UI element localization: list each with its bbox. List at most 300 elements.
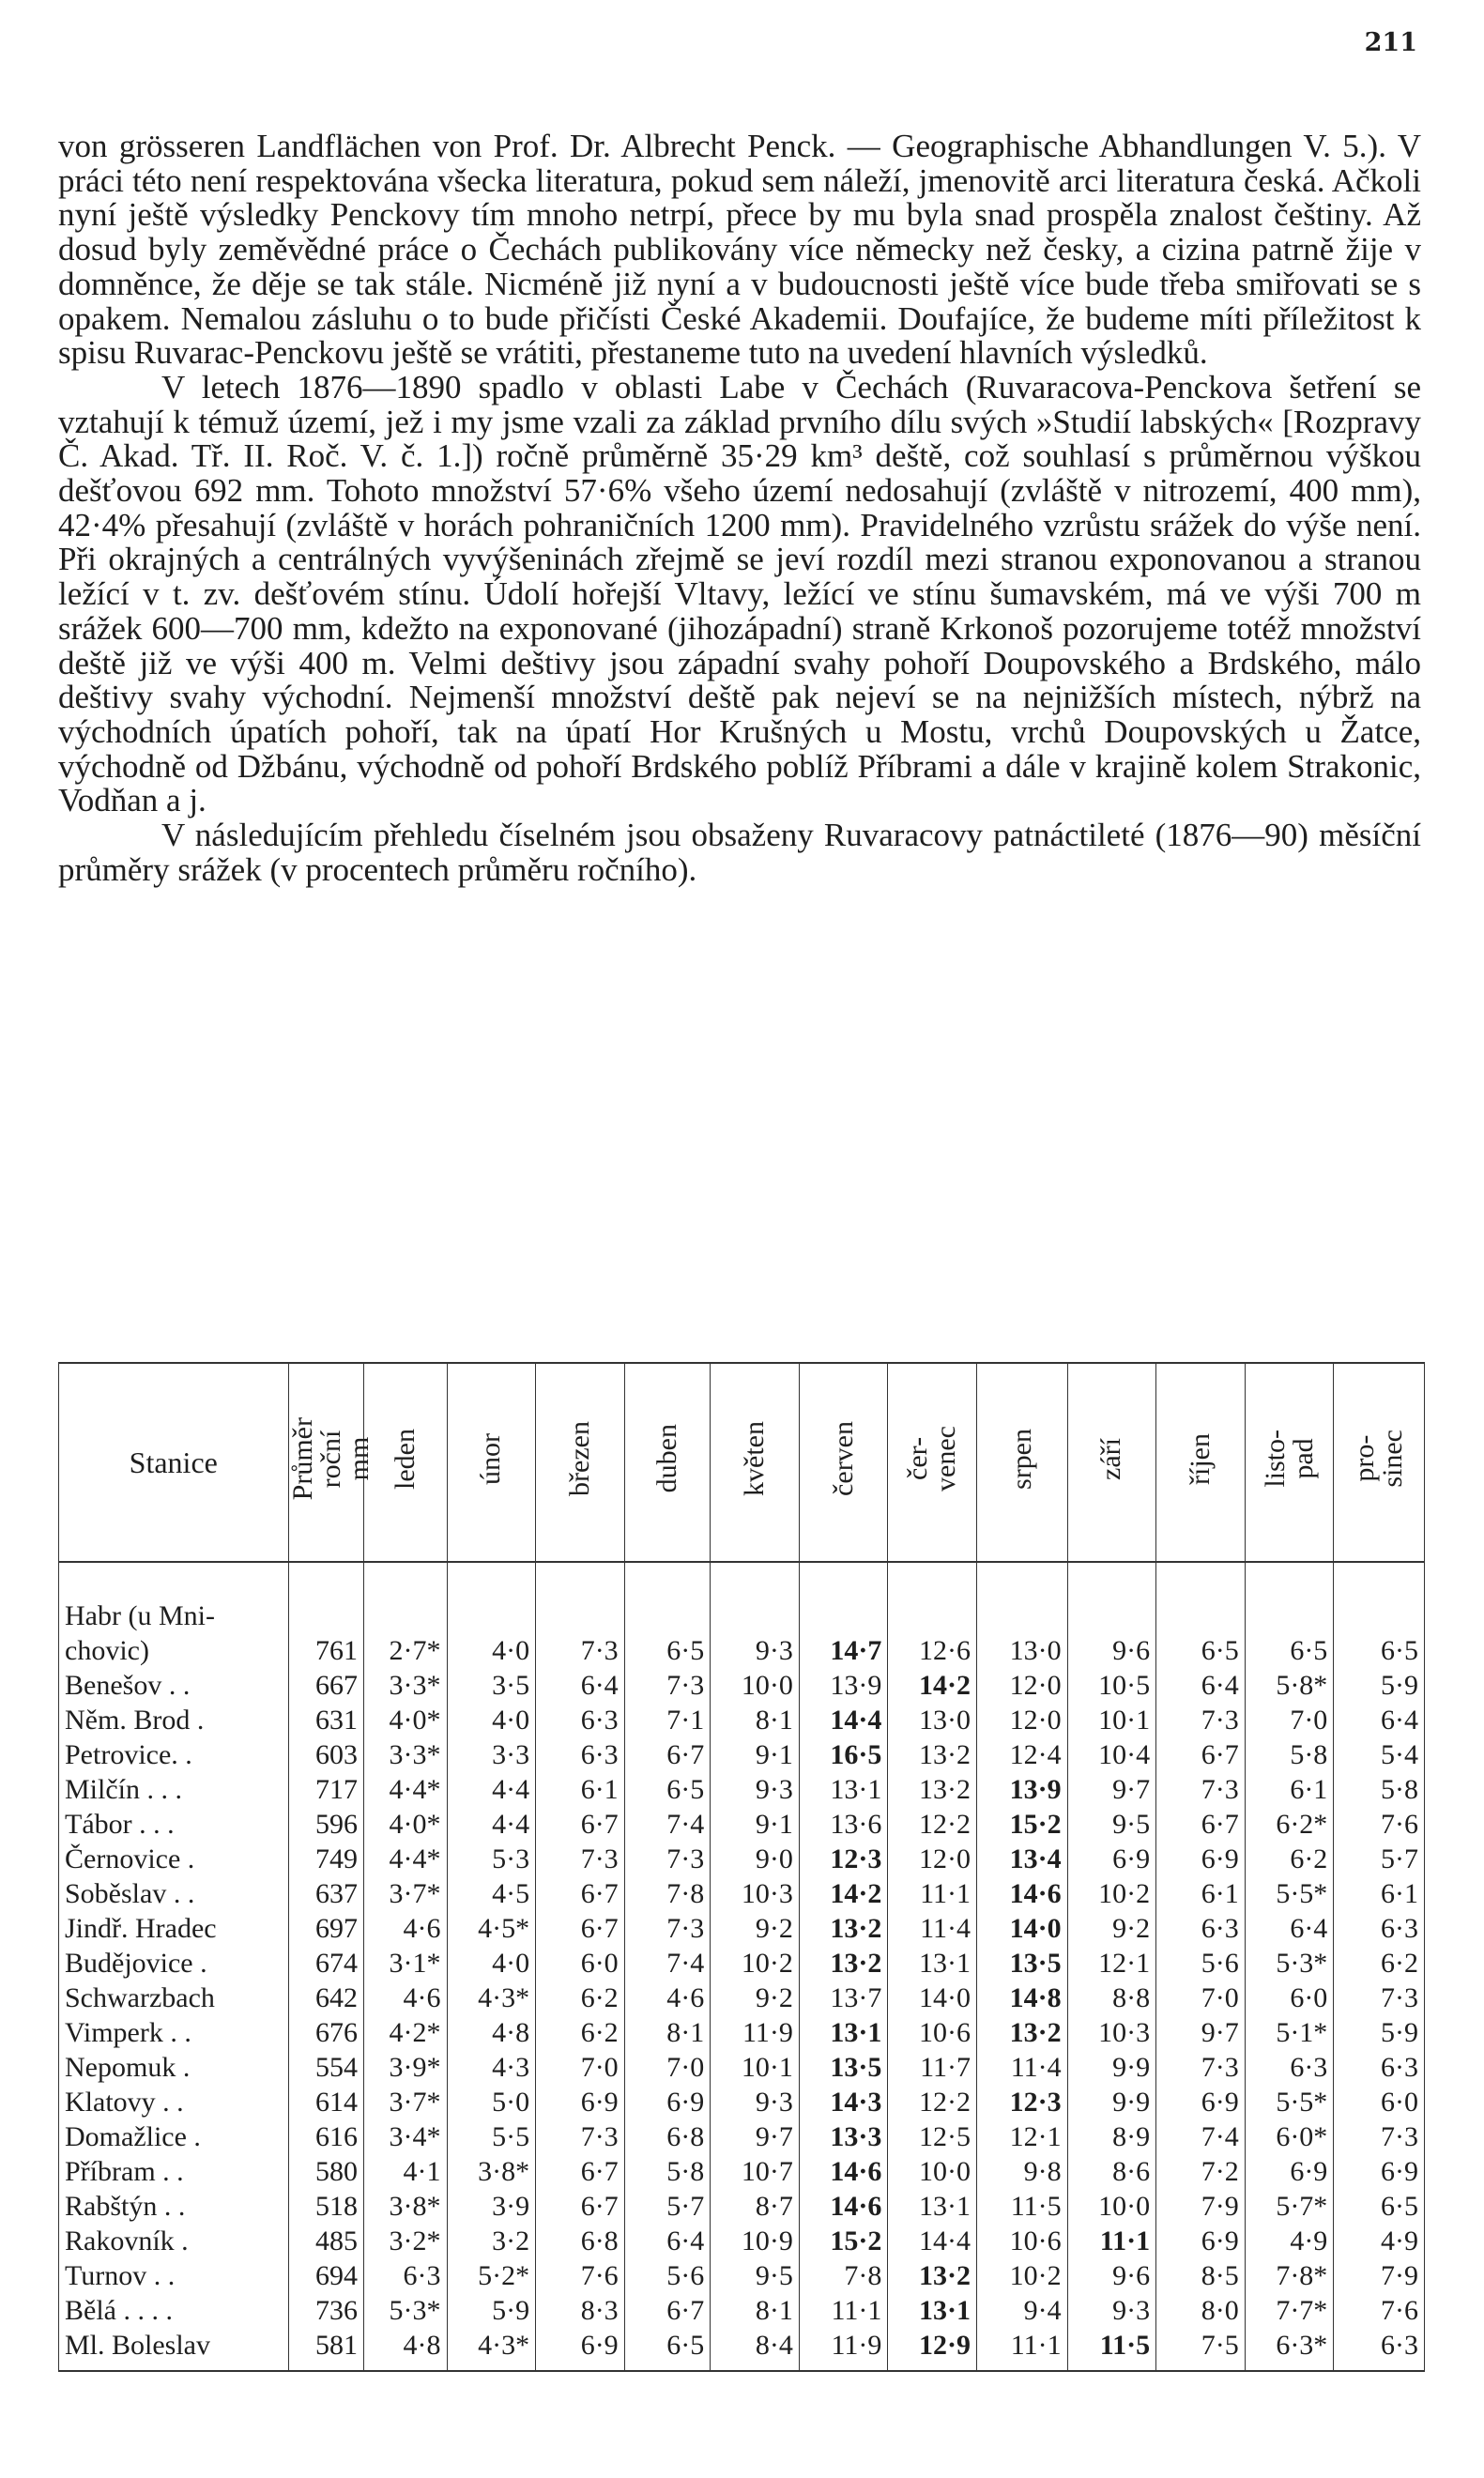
monthly-value: 6·7	[624, 1737, 711, 1772]
monthly-value: 12·1	[1067, 1946, 1156, 1981]
monthly-value: 6·7	[536, 2189, 625, 2224]
monthly-value: 11·9	[799, 2328, 888, 2371]
monthly-value: 4·5*	[447, 1911, 536, 1946]
annual-average: 736	[288, 2293, 363, 2328]
monthly-value: 9·1	[711, 1807, 800, 1842]
table-row	[59, 1772, 1425, 1807]
monthly-value: 14·4	[888, 2224, 977, 2258]
annual-average: 580	[288, 2154, 363, 2189]
monthly-value: 5·7	[624, 2189, 711, 2224]
monthly-value: 10·1	[711, 2050, 800, 2085]
monthly-value: 4·1	[363, 2154, 447, 2189]
monthly-value: 4·0	[447, 1598, 536, 1668]
station-name: Jindř. Hradec	[59, 1911, 289, 1946]
monthly-value: 6·3	[536, 1703, 625, 1737]
monthly-value: 3·2*	[363, 2224, 447, 2258]
monthly-value: 3·7*	[363, 2085, 447, 2119]
monthly-value: 11·1	[1067, 2224, 1156, 2258]
monthly-value: 12·4	[976, 1737, 1067, 1772]
annual-average: 717	[288, 1772, 363, 1807]
monthly-value: 5·7	[1334, 1842, 1425, 1876]
monthly-value: 6·2	[1245, 1842, 1334, 1876]
monthly-value: 5·5	[447, 2119, 536, 2154]
monthly-value: 7·3	[624, 1911, 711, 1946]
monthly-value: 14·3	[799, 2085, 888, 2119]
page-number: 211	[1364, 28, 1417, 57]
monthly-value: 6·4	[1334, 1703, 1425, 1737]
monthly-value: 6·7	[536, 2154, 625, 2189]
station-name: Ml. Boleslav	[59, 2328, 289, 2371]
column-header-station: Stanice	[59, 1363, 289, 1562]
monthly-value: 14·6	[799, 2189, 888, 2224]
monthly-value: 4·4	[447, 1772, 536, 1807]
monthly-value: 13·1	[799, 2015, 888, 2050]
station-name: Bělá . . . .	[59, 2293, 289, 2328]
monthly-value: 10·2	[711, 1946, 800, 1981]
monthly-value: 6·9	[624, 2085, 711, 2119]
monthly-value: 7·8*	[1245, 2258, 1334, 2293]
monthly-value: 11·9	[711, 2015, 800, 2050]
monthly-value: 6·9	[1245, 2154, 1334, 2189]
station-name: Benešov . .	[59, 1668, 289, 1703]
station-name: Tábor . . .	[59, 1807, 289, 1842]
monthly-value: 5·7*	[1245, 2189, 1334, 2224]
annual-average: 581	[288, 2328, 363, 2371]
monthly-value: 14·6	[976, 1876, 1067, 1911]
monthly-value: 13·6	[799, 1807, 888, 1842]
monthly-value: 12·9	[888, 2328, 977, 2371]
monthly-value: 6·2*	[1245, 1807, 1334, 1842]
column-header-month: listo- pad	[1245, 1363, 1334, 1562]
monthly-value: 13·2	[976, 2015, 1067, 2050]
monthly-value: 10·0	[888, 2154, 977, 2189]
column-header-month: únor	[447, 1363, 536, 1562]
annual-average: 674	[288, 1946, 363, 1981]
monthly-value: 6·9	[536, 2328, 625, 2371]
monthly-value: 4·3*	[447, 1981, 536, 2015]
monthly-value: 6·5	[1334, 1598, 1425, 1668]
monthly-value: 6·4	[624, 2224, 711, 2258]
annual-average: 554	[288, 2050, 363, 2085]
monthly-value: 15·2	[799, 2224, 888, 2258]
monthly-value: 6·1	[1334, 1876, 1425, 1911]
monthly-value: 3·3*	[363, 1668, 447, 1703]
paragraph: von grösseren Landflächen von Prof. Dr. Albrecht Penck. — Geographische Abhandlungen V. 5.). V práci této není respektována všecka literatura, pokud sem náleží, jmenovitě arci literatura česká. Ačkoli nyní ještě výsledky Penckovy tím mnoho netrpí, přece by mu byla snad prospěla znalost češtiny. Až dosud byly zeměvědné práce o Čechách publikovány více německy než česky, a cizina patrně žije v domněnce, že děje se tak stále. Nicméně již nyní a v budoucnosti ještě více bude třeba smiřovati se s opakem. Nemalou zásluhu o to bude přičísti České Akademii. Doufajíce, že budeme míti příležitost k spisu Ruvarac-Penckovu ještě se vrátiti, přestaneme tuto na uvedení hlavních výsledků.	[58, 128, 1421, 372]
monthly-value: 4·4*	[363, 1842, 447, 1876]
monthly-value: 9·5	[1067, 1807, 1156, 1842]
table-row	[59, 1876, 1425, 1911]
monthly-value: 6·2	[536, 1981, 625, 2015]
column-header-month: březen	[536, 1363, 625, 1562]
table-row	[59, 2154, 1425, 2189]
monthly-value: 12·3	[976, 2085, 1067, 2119]
monthly-value: 5·6	[1156, 1946, 1246, 1981]
monthly-value: 7·3	[1156, 1703, 1246, 1737]
monthly-value: 6·7	[536, 1911, 625, 1946]
annual-average: 694	[288, 2258, 363, 2293]
station-name: Habr (u Mni- chovic)	[59, 1598, 289, 1668]
column-header-month: leden	[363, 1363, 447, 1562]
monthly-value: 9·3	[711, 2085, 800, 2119]
monthly-value: 6·0	[1334, 2085, 1425, 2119]
monthly-value: 5·9	[1334, 2015, 1425, 2050]
column-header-month: září	[1067, 1363, 1156, 1562]
annual-average: 631	[288, 1703, 363, 1737]
monthly-value: 9·9	[1067, 2085, 1156, 2119]
annual-average: 749	[288, 1842, 363, 1876]
annual-average: 518	[288, 2189, 363, 2224]
monthly-value: 14·2	[888, 1668, 977, 1703]
monthly-value: 7·9	[1334, 2258, 1425, 2293]
monthly-value: 13·7	[799, 1981, 888, 2015]
monthly-value: 13·5	[976, 1946, 1067, 1981]
monthly-value: 12·2	[888, 2085, 977, 2119]
station-name: Turnov . .	[59, 2258, 289, 2293]
monthly-value: 13·1	[888, 2189, 977, 2224]
monthly-value: 13·2	[799, 1946, 888, 1981]
monthly-value: 8·1	[624, 2015, 711, 2050]
monthly-value: 6·3	[1245, 2050, 1334, 2085]
monthly-value: 6·0	[1245, 1981, 1334, 2015]
annual-average: 642	[288, 1981, 363, 2015]
station-name: Vimperk . .	[59, 2015, 289, 2050]
monthly-value: 3·7*	[363, 1876, 447, 1911]
monthly-value: 11·5	[1067, 2328, 1156, 2371]
monthly-value: 11·4	[976, 2050, 1067, 2085]
monthly-value: 12·0	[976, 1703, 1067, 1737]
monthly-value: 9·2	[711, 1981, 800, 2015]
monthly-value: 6·3	[1334, 2328, 1425, 2371]
monthly-value: 13·5	[799, 2050, 888, 2085]
annual-average: 616	[288, 2119, 363, 2154]
monthly-value: 5·8*	[1245, 1668, 1334, 1703]
monthly-value: 5·8	[624, 2154, 711, 2189]
monthly-value: 6·0*	[1245, 2119, 1334, 2154]
monthly-value: 7·1	[624, 1703, 711, 1737]
monthly-value: 5·1*	[1245, 2015, 1334, 2050]
column-header-average: Průměr roční mm	[288, 1363, 363, 1562]
monthly-value: 9·9	[1067, 2050, 1156, 2085]
monthly-value: 5·9	[1334, 1668, 1425, 1703]
monthly-value: 6·3	[536, 1737, 625, 1772]
monthly-value: 12·2	[888, 1807, 977, 1842]
monthly-value: 12·6	[888, 1598, 977, 1668]
monthly-value: 3·3*	[363, 1737, 447, 1772]
monthly-value: 9·5	[711, 2258, 800, 2293]
monthly-value: 8·1	[711, 1703, 800, 1737]
monthly-value: 4·4*	[363, 1772, 447, 1807]
annual-average: 637	[288, 1876, 363, 1911]
monthly-value: 7·6	[536, 2258, 625, 2293]
monthly-value: 9·8	[976, 2154, 1067, 2189]
monthly-value: 4·2*	[363, 2015, 447, 2050]
monthly-value: 6·7	[1156, 1807, 1246, 1842]
station-name: Příbram . .	[59, 2154, 289, 2189]
monthly-value: 7·3	[536, 2119, 625, 2154]
monthly-value: 8·1	[711, 2293, 800, 2328]
monthly-value: 8·9	[1067, 2119, 1156, 2154]
monthly-value: 10·3	[711, 1876, 800, 1911]
monthly-value: 5·8	[1245, 1737, 1334, 1772]
annual-average: 667	[288, 1668, 363, 1703]
monthly-value: 12·1	[976, 2119, 1067, 2154]
monthly-value: 7·8	[799, 2258, 888, 2293]
monthly-value: 9·2	[711, 1911, 800, 1946]
monthly-value: 9·6	[1067, 1598, 1156, 1668]
monthly-value: 13·4	[976, 1842, 1067, 1876]
station-name: Klatovy . .	[59, 2085, 289, 2119]
column-header-month: pro- sinec	[1334, 1363, 1425, 1562]
monthly-value: 5·3*	[363, 2293, 447, 2328]
annual-average: 697	[288, 1911, 363, 1946]
annual-average: 603	[288, 1737, 363, 1772]
monthly-value: 11·1	[888, 1876, 977, 1911]
monthly-value: 8·6	[1067, 2154, 1156, 2189]
monthly-value: 9·3	[1067, 2293, 1156, 2328]
station-name: Soběslav . .	[59, 1876, 289, 1911]
table-row	[59, 2119, 1425, 2154]
monthly-value: 6·9	[536, 2085, 625, 2119]
monthly-value: 13·9	[976, 1772, 1067, 1807]
monthly-value: 11·7	[888, 2050, 977, 2085]
monthly-value: 13·1	[888, 2293, 977, 2328]
monthly-value: 10·2	[1067, 1876, 1156, 1911]
monthly-value: 4·0	[447, 1703, 536, 1737]
monthly-value: 3·8*	[447, 2154, 536, 2189]
monthly-value: 6·3	[1334, 1911, 1425, 1946]
monthly-value: 7·6	[1334, 1807, 1425, 1842]
monthly-value: 6·9	[1067, 1842, 1156, 1876]
monthly-value: 11·1	[799, 2293, 888, 2328]
monthly-value: 7·0	[624, 2050, 711, 2085]
table-row	[59, 1668, 1425, 1703]
monthly-value: 5·3	[447, 1842, 536, 1876]
monthly-value: 9·1	[711, 1737, 800, 1772]
monthly-value: 5·5*	[1245, 1876, 1334, 1911]
monthly-value: 8·8	[1067, 1981, 1156, 2015]
monthly-value: 14·2	[799, 1876, 888, 1911]
table-row	[59, 2293, 1425, 2328]
monthly-value: 6·7	[1156, 1737, 1246, 1772]
monthly-value: 4·6	[624, 1981, 711, 2015]
table-row	[59, 1842, 1425, 1876]
monthly-value: 4·0	[447, 1946, 536, 1981]
monthly-value: 4·0*	[363, 1807, 447, 1842]
monthly-value: 7·2	[1156, 2154, 1246, 2189]
station-name: Rakovník .	[59, 2224, 289, 2258]
monthly-value: 12·0	[976, 1668, 1067, 1703]
monthly-value: 7·4	[624, 1946, 711, 1981]
monthly-value: 9·4	[976, 2293, 1067, 2328]
monthly-value: 9·7	[1156, 2015, 1246, 2050]
table-row	[59, 1703, 1425, 1737]
monthly-value: 7·0	[1245, 1703, 1334, 1737]
monthly-value: 14·8	[976, 1981, 1067, 2015]
station-name: Budějovice .	[59, 1946, 289, 1981]
monthly-value: 12·0	[888, 1842, 977, 1876]
monthly-value: 5·6	[624, 2258, 711, 2293]
table-row	[59, 2085, 1425, 2119]
monthly-value: 7·9	[1156, 2189, 1246, 2224]
annual-average: 596	[288, 1807, 363, 1842]
monthly-value: 7·3	[1156, 1772, 1246, 1807]
monthly-value: 9·3	[711, 1598, 800, 1668]
table-row	[59, 2050, 1425, 2085]
monthly-value: 6·9	[1156, 2085, 1246, 2119]
monthly-value: 10·6	[976, 2224, 1067, 2258]
monthly-value: 9·0	[711, 1842, 800, 1876]
monthly-value: 6·3	[1334, 2050, 1425, 2085]
monthly-value: 9·2	[1067, 1911, 1156, 1946]
monthly-value: 6·5	[624, 1598, 711, 1668]
station-name: Nepomuk .	[59, 2050, 289, 2085]
monthly-value: 10·3	[1067, 2015, 1156, 2050]
annual-average: 614	[288, 2085, 363, 2119]
monthly-value: 6·5	[1156, 1598, 1246, 1668]
monthly-value: 4·3*	[447, 2328, 536, 2371]
table-row	[59, 2328, 1425, 2371]
annual-average: 761	[288, 1598, 363, 1668]
monthly-value: 10·6	[888, 2015, 977, 2050]
monthly-value: 10·4	[1067, 1737, 1156, 1772]
monthly-value: 6·9	[1156, 1842, 1246, 1876]
monthly-value: 13·2	[888, 1772, 977, 1807]
monthly-value: 6·2	[1334, 1946, 1425, 1981]
monthly-value: 7·0	[1156, 1981, 1246, 2015]
monthly-value: 11·1	[976, 2328, 1067, 2371]
monthly-value: 7·8	[624, 1876, 711, 1911]
monthly-value: 7·7*	[1245, 2293, 1334, 2328]
monthly-value: 7·3	[1334, 2119, 1425, 2154]
monthly-value: 4·8	[447, 2015, 536, 2050]
monthly-value: 14·0	[976, 1911, 1067, 1946]
monthly-value: 9·7	[1067, 1772, 1156, 1807]
paragraph: V následujícím přehledu číselném jsou obsaženy Ruvaracovy patnáctileté (1876—90) měsíční průměry srážek (v procentech průměru ročního).	[58, 817, 1421, 888]
monthly-value: 6·7	[624, 2293, 711, 2328]
monthly-value: 4·6	[363, 1981, 447, 2015]
column-header-month: květen	[711, 1363, 800, 1562]
monthly-value: 16·5	[799, 1737, 888, 1772]
monthly-value: 2·7*	[363, 1598, 447, 1668]
monthly-value: 6·4	[536, 1668, 625, 1703]
table-row	[59, 1737, 1425, 1772]
column-header-month: duben	[624, 1363, 711, 1562]
monthly-value: 8·5	[1156, 2258, 1246, 2293]
monthly-value: 13·2	[888, 1737, 977, 1772]
monthly-value: 7·0	[536, 2050, 625, 2085]
monthly-value: 6·1	[1245, 1772, 1334, 1807]
monthly-value: 10·0	[1067, 2189, 1156, 2224]
column-header-month: červen	[799, 1363, 888, 1562]
monthly-value: 6·7	[536, 1807, 625, 1842]
monthly-value: 10·0	[711, 1668, 800, 1703]
table-row	[59, 1981, 1425, 2015]
monthly-value: 13·1	[799, 1772, 888, 1807]
monthly-value: 7·3	[536, 1842, 625, 1876]
monthly-value: 6·1	[536, 1772, 625, 1807]
monthly-value: 13·2	[888, 2258, 977, 2293]
table-row	[59, 2189, 1425, 2224]
table-row	[59, 2224, 1425, 2258]
station-name: Černovice .	[59, 1842, 289, 1876]
monthly-value: 3·3	[447, 1737, 536, 1772]
monthly-value: 14·7	[799, 1598, 888, 1668]
monthly-value: 7·4	[624, 1807, 711, 1842]
station-name: Něm. Brod .	[59, 1703, 289, 1737]
monthly-value: 3·9	[447, 2189, 536, 2224]
monthly-value: 10·9	[711, 2224, 800, 2258]
monthly-value: 6·5	[624, 1772, 711, 1807]
monthly-value: 14·6	[799, 2154, 888, 2189]
column-header-month: čer- venec	[888, 1363, 977, 1562]
monthly-value: 3·2	[447, 2224, 536, 2258]
monthly-value: 6·9	[1156, 2224, 1246, 2258]
monthly-value: 5·9	[447, 2293, 536, 2328]
monthly-value: 8·4	[711, 2328, 800, 2371]
column-header-month: říjen	[1156, 1363, 1246, 1562]
monthly-value: 13·1	[888, 1946, 977, 1981]
monthly-value: 9·3	[711, 1772, 800, 1807]
monthly-value: 6·0	[536, 1946, 625, 1981]
monthly-value: 12·3	[799, 1842, 888, 1876]
monthly-value: 7·3	[1156, 2050, 1246, 2085]
monthly-value: 6·7	[536, 1876, 625, 1911]
table-row	[59, 1807, 1425, 1842]
monthly-value: 4·4	[447, 1807, 536, 1842]
monthly-value: 13·2	[799, 1911, 888, 1946]
body-text	[58, 130, 1421, 887]
station-name: Schwarzbach	[59, 1981, 289, 2015]
precipitation-table	[58, 1362, 1425, 2372]
monthly-value: 13·9	[799, 1668, 888, 1703]
column-header-month: srpen	[976, 1363, 1067, 1562]
monthly-value: 6·5	[1245, 1598, 1334, 1668]
monthly-value: 15·2	[976, 1807, 1067, 1842]
monthly-value: 5·3*	[1245, 1946, 1334, 1981]
monthly-value: 6·8	[624, 2119, 711, 2154]
monthly-value: 6·1	[1156, 1876, 1246, 1911]
monthly-value: 6·4	[1245, 1911, 1334, 1946]
table-row	[59, 1598, 1425, 1668]
monthly-value: 14·4	[799, 1703, 888, 1737]
monthly-value: 7·3	[624, 1842, 711, 1876]
monthly-value: 10·1	[1067, 1703, 1156, 1737]
monthly-value: 6·5	[1334, 2189, 1425, 2224]
monthly-value: 4·8	[363, 2328, 447, 2371]
monthly-value: 3·9*	[363, 2050, 447, 2085]
station-name: Milčín . . .	[59, 1772, 289, 1807]
monthly-value: 11·5	[976, 2189, 1067, 2224]
monthly-value: 8·0	[1156, 2293, 1246, 2328]
monthly-value: 9·7	[711, 2119, 800, 2154]
monthly-value: 13·3	[799, 2119, 888, 2154]
monthly-value: 9·6	[1067, 2258, 1156, 2293]
monthly-value: 10·5	[1067, 1668, 1156, 1703]
monthly-value: 4·9	[1334, 2224, 1425, 2258]
monthly-value: 4·9	[1245, 2224, 1334, 2258]
station-name: Rabštýn . .	[59, 2189, 289, 2224]
annual-average: 485	[288, 2224, 363, 2258]
monthly-value: 5·4	[1334, 1737, 1425, 1772]
monthly-value: 7·3	[536, 1598, 625, 1668]
monthly-value: 11·4	[888, 1911, 977, 1946]
table-row	[59, 2015, 1425, 2050]
monthly-value: 5·5*	[1245, 2085, 1334, 2119]
monthly-value: 13·0	[888, 1703, 977, 1737]
monthly-value: 12·5	[888, 2119, 977, 2154]
table-row	[59, 1946, 1425, 1981]
monthly-value: 6·3	[363, 2258, 447, 2293]
